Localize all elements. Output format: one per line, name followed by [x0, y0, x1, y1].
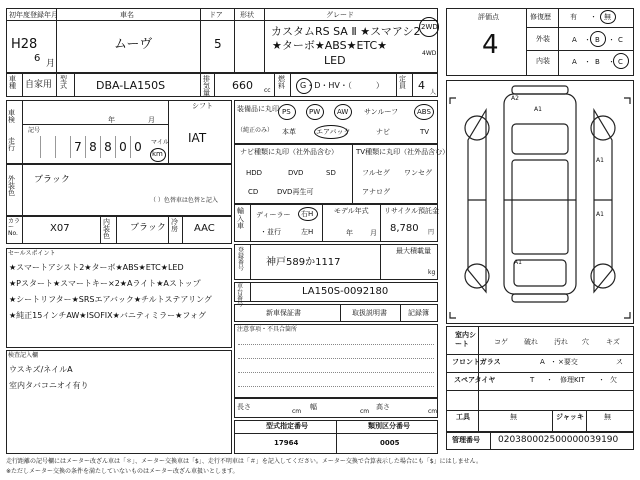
- odometer-digit: [40, 136, 55, 158]
- odometer-digit: 8: [85, 136, 100, 158]
- diag-a1-b: A1: [596, 157, 604, 164]
- equipment-sub: （純正のみ）: [237, 127, 274, 134]
- max-load-label: 最大積載量: [396, 247, 431, 255]
- height-label: 高さ: [376, 403, 390, 411]
- navi-dvd-play: DVD再生可: [277, 188, 314, 196]
- jack-value: 無: [604, 413, 611, 421]
- repair-dot: ・: [590, 13, 597, 21]
- doors-value: 5: [214, 37, 222, 51]
- seat-burn: コゲ: [494, 338, 508, 346]
- exterior-grade-label: 外装: [536, 35, 550, 43]
- recycle-unit: 円: [428, 229, 435, 236]
- ac-value: AAC: [194, 223, 215, 234]
- drive-2wd: 2WD: [421, 23, 438, 31]
- vin-label: 車台番号: [237, 283, 244, 308]
- odometer-digit: 7: [70, 136, 85, 158]
- capacity-unit: 人: [430, 89, 437, 96]
- grade-label: グレード: [326, 11, 354, 19]
- tools-value: 無: [510, 413, 517, 421]
- spare-dot1: ・: [546, 376, 553, 384]
- class-number-value: 0005: [380, 439, 400, 447]
- diag-a1: A1: [534, 106, 542, 113]
- width-label: 幅: [310, 403, 317, 411]
- manual: 取扱説明書: [352, 309, 387, 317]
- sales-line-3: ★シートリフター★SRSエアバック★チルトステアリング: [9, 295, 212, 304]
- model-year-unit: 年: [346, 229, 353, 237]
- fuel-value: G・D・HV・（ ）: [300, 81, 384, 90]
- equip-abs: ABS: [417, 108, 431, 116]
- ext-a: A: [572, 36, 577, 44]
- inspection-month-unit: 月: [148, 116, 155, 124]
- repair-none: 無: [604, 13, 611, 21]
- navi-dvd: DVD: [288, 169, 304, 177]
- grade-line2: ★ターボ★ABS★ETC★: [272, 39, 388, 52]
- repair-yes: 有: [570, 13, 577, 21]
- equip-leather: 本革: [282, 128, 296, 136]
- door-label: ドア: [209, 11, 223, 19]
- recycle-value: 8,780: [390, 223, 419, 234]
- odometer-digit: 0: [130, 136, 145, 158]
- plate-label: 車種: [9, 75, 16, 90]
- interior-grade-label: 内装: [536, 57, 550, 65]
- color-no-label: カラーNo.: [8, 218, 21, 237]
- spare-t: T: [530, 376, 535, 384]
- regno-value: 神戸589か1117: [266, 257, 341, 268]
- record-book: 記録簿: [408, 309, 429, 317]
- kg-unit: kg: [428, 269, 436, 276]
- int-dot2: ・: [608, 58, 615, 66]
- shift-label: シフト: [192, 102, 213, 110]
- grade-line3: LED: [324, 54, 346, 67]
- car-diagram: [446, 80, 634, 324]
- new-car-warranty: 新車保証書: [266, 309, 301, 317]
- seat-hole: 穴: [582, 338, 589, 346]
- seat-stain: 汚れ: [554, 338, 568, 346]
- odometer-digits: [40, 136, 148, 158]
- equip-ps: PS: [282, 108, 291, 116]
- seat-tear: 破れ: [524, 338, 538, 346]
- inspector-line-1: ウスキズ/ネイルA: [9, 365, 73, 374]
- tv-analog: アナログ: [362, 188, 390, 196]
- ext-dot2: ・: [608, 36, 615, 44]
- car-name-value: ムーヴ: [114, 37, 153, 52]
- plate-value: 自家用: [25, 80, 53, 90]
- navi-label: ナビ種類に丸印（社外品含む）: [240, 148, 338, 156]
- navi-hdd: HDD: [246, 169, 263, 177]
- reg-month-value: 6: [34, 53, 41, 64]
- month-unit: 月: [46, 59, 56, 69]
- shift-value: IAT: [188, 131, 207, 145]
- vin-value: LA150S-0092180: [302, 286, 389, 297]
- spare-tire-label: スペアタイヤ: [454, 376, 496, 384]
- spare-kit: 修理KIT: [560, 376, 585, 384]
- tv-label: TV種類に丸印（社外品含む）: [356, 148, 450, 156]
- tv-fullseg: フルセグ: [362, 169, 390, 177]
- notes-label: 注意事項・不具合箇所: [237, 326, 298, 333]
- unit-mile: マイル: [151, 139, 169, 146]
- mileage-label: 走行: [8, 137, 15, 152]
- equipment-label: 装備品に丸印: [237, 105, 279, 113]
- glass-replace: ×要交: [558, 358, 578, 366]
- type-value: DBA-LA150S: [96, 79, 166, 92]
- import-dealer: ディーラー: [256, 211, 291, 219]
- type-label: 型式: [60, 75, 67, 90]
- length-unit: cm: [292, 408, 302, 415]
- footer-line-1: 走行距離の記号欄にはメーター改ざん車は「＊」、メーター交換車は「$」、走行不明車は「＃」を記入してください。メーター交換で合算表示した場合にも「$」にはしません。: [6, 458, 482, 465]
- cc-unit: cc: [264, 87, 271, 94]
- sales-line-1: ★スマートアシスト2★ターボ★ABS★ETC★LED: [9, 263, 184, 272]
- ext-c: C: [618, 36, 623, 44]
- length-label: 長さ: [237, 403, 251, 411]
- equip-sunroof: サンルーフ: [364, 108, 399, 116]
- fuel-label: 燃料: [278, 75, 285, 90]
- exterior-color-block: [6, 164, 232, 216]
- inspector-label: 検査記入欄: [8, 352, 39, 359]
- height-unit: cm: [428, 408, 438, 415]
- int-b: B: [595, 58, 600, 66]
- type-designation-label: 型式指定番号: [266, 422, 308, 430]
- score-value: 4: [482, 30, 499, 60]
- sales-point-label: セールスポイント: [8, 250, 56, 257]
- int-c: C: [618, 58, 623, 66]
- inspection-year-unit: 年: [108, 116, 115, 124]
- unit-km: km: [152, 150, 163, 158]
- footer-line-2: ※ただしメーター交換の条件を満たしていないものはメーター改ざん車扱いとします。: [6, 468, 239, 475]
- manage-value: 020380002500000039190: [498, 435, 619, 445]
- ext-color-value: ブラック: [34, 175, 70, 185]
- score-label: 評価点: [478, 13, 499, 21]
- import-parallel: ・並行: [260, 228, 281, 236]
- model-year-label: モデル年式: [334, 207, 369, 215]
- inspection-label: 車検: [8, 109, 15, 124]
- displacement-label: 排気量: [203, 75, 210, 97]
- navi-sd: SD: [326, 169, 336, 177]
- diag-a2: A2: [511, 95, 519, 102]
- reg-year-label: 初年度登録年月: [9, 11, 58, 19]
- equip-navi: ナビ: [376, 128, 390, 136]
- interior-seat-label: 室内シート: [455, 331, 476, 349]
- color-no-value: X07: [50, 223, 70, 234]
- int-a: A: [572, 58, 577, 66]
- spare-missing: 欠: [610, 376, 617, 384]
- displacement-value: 660: [232, 79, 253, 92]
- drive-4wd: 4WD: [422, 50, 437, 57]
- color-note: （ ）色替車は色替と記入: [150, 197, 218, 204]
- diag-a1-d: A1: [514, 259, 522, 266]
- odometer-digit: [55, 136, 70, 158]
- digits-label: 記号: [28, 127, 41, 134]
- sales-line-4: ★純正15インチAW★ISOFIX★バニティミラー★フォグ: [9, 311, 206, 320]
- equip-airbag: エアバック: [316, 128, 351, 136]
- repair-history-label: 修復歴: [530, 13, 551, 21]
- seat-scratch: キズ: [606, 338, 620, 346]
- glass-su: ス: [616, 358, 623, 366]
- regno-label: 登録番号: [238, 247, 245, 272]
- ext-color-label: 外装色: [8, 175, 15, 197]
- ext-dot1: ・: [584, 36, 591, 44]
- spare-dot2: ・: [598, 376, 605, 384]
- jack-label: ジャッキ: [556, 413, 584, 421]
- car-name-label: 車名: [120, 11, 134, 19]
- capacity-label: 定員: [399, 75, 406, 90]
- odometer-digit: 8: [100, 136, 115, 158]
- grade-line1: カスタムRS SA Ⅱ ★スマアシ2: [271, 25, 421, 38]
- inspector-line-2: 室内タバコニオイ有り: [9, 381, 89, 390]
- reg-year-value: H28: [11, 37, 38, 52]
- ext-b: B: [595, 36, 600, 44]
- glass-dot: ・: [550, 358, 557, 366]
- width-unit: cm: [360, 408, 370, 415]
- int-color-label: 内装色: [103, 218, 110, 240]
- glass-a: A: [540, 358, 545, 366]
- navi-cd: CD: [248, 188, 259, 196]
- sales-line-2: ★Pスタート★スマートキー×2★Aライト★Aストップ: [9, 279, 201, 288]
- steer-left: 左H: [301, 228, 314, 236]
- int-color-value: ブラック: [130, 223, 166, 233]
- int-dot1: ・: [584, 58, 591, 66]
- recycle-label: リサイクル預託金: [384, 207, 440, 215]
- equip-pw: PW: [309, 108, 321, 116]
- equip-tv: TV: [420, 128, 430, 136]
- type-designation-value: 17964: [274, 439, 299, 447]
- odometer-digit: 0: [115, 136, 130, 158]
- model-month-unit: 月: [370, 229, 377, 237]
- tools-label: 工具: [456, 413, 470, 421]
- dims-box: [234, 398, 438, 418]
- equip-aw: AW: [337, 108, 349, 116]
- diag-a1-c: A1: [596, 211, 604, 218]
- steer-right: 右H: [301, 210, 314, 218]
- model-label: 形状: [240, 11, 254, 19]
- manage-label: 管理番号: [452, 436, 480, 444]
- import-label: 輸入車: [237, 207, 244, 231]
- ac-label: 冷房: [171, 218, 178, 233]
- class-number-label: 類別区分番号: [368, 422, 410, 430]
- tv-oneseg: ワンセグ: [404, 169, 432, 177]
- capacity-value: 4: [418, 79, 425, 92]
- front-glass-label: フロントガラス: [452, 358, 501, 366]
